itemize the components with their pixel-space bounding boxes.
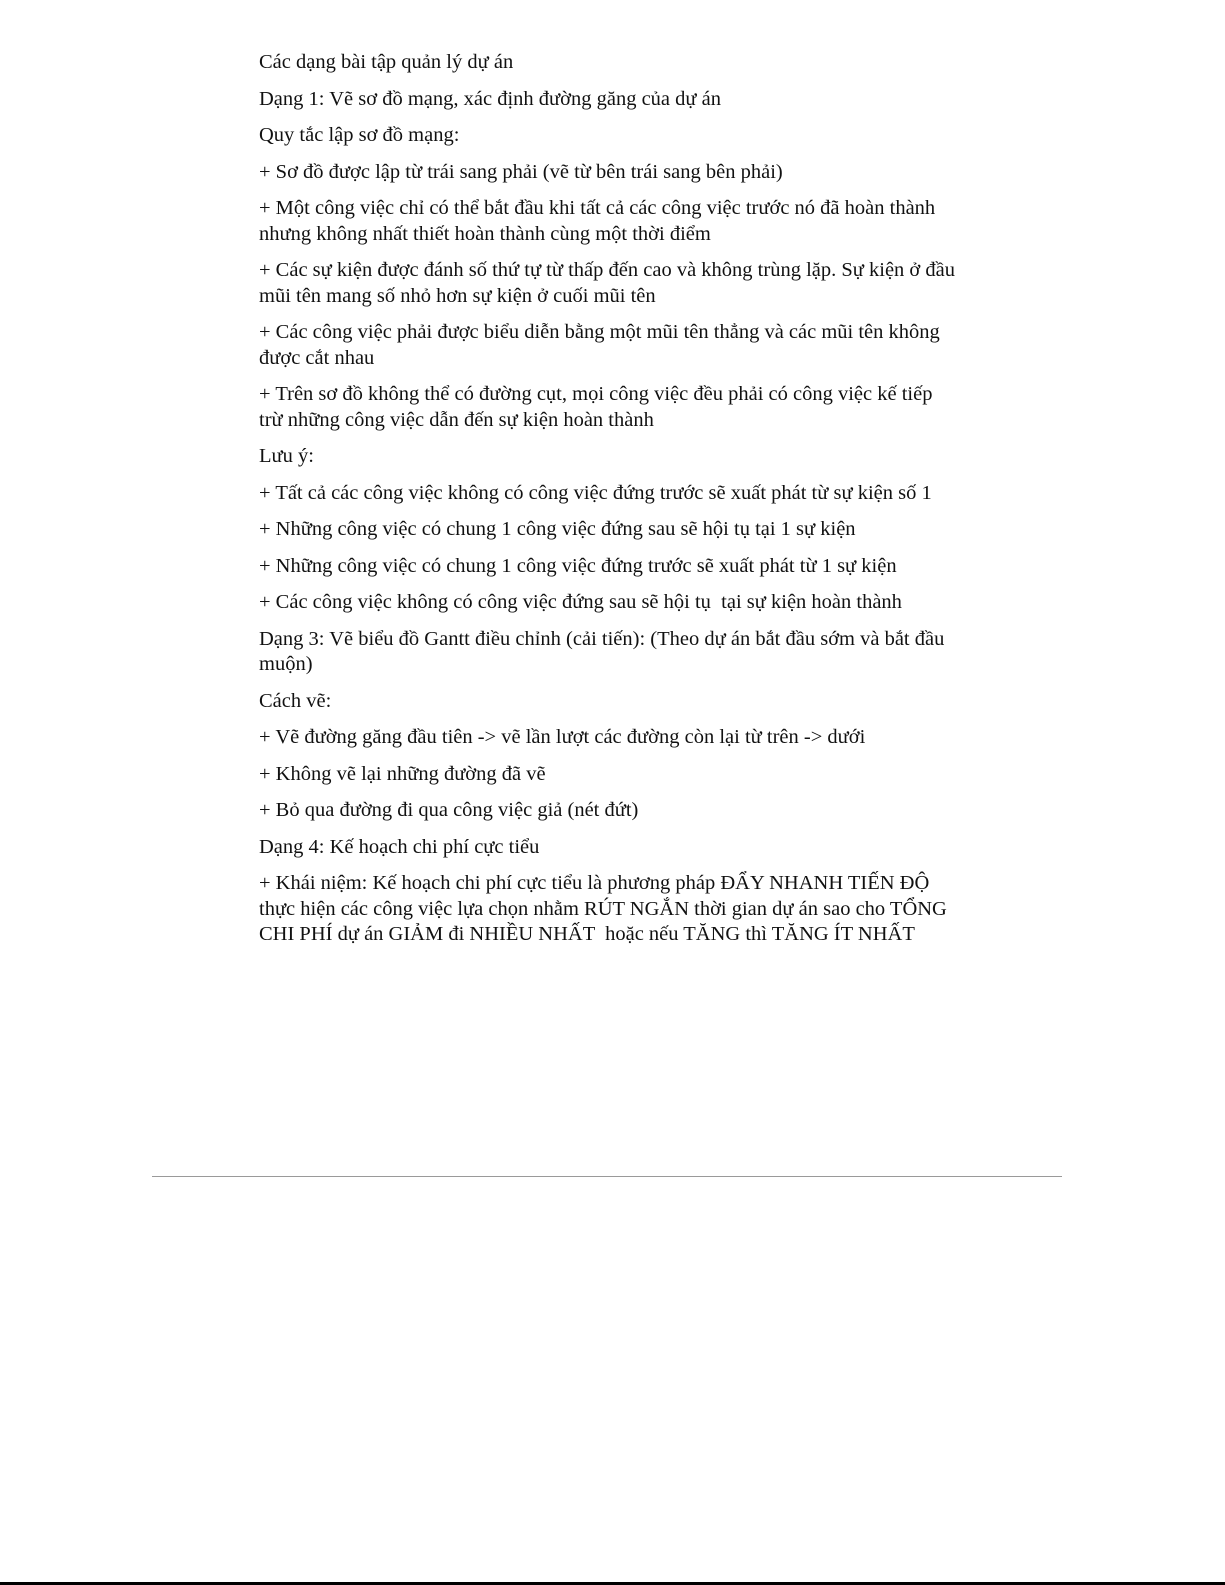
section-heading-dang-1: Dạng 1: Vẽ sơ đồ mạng, xác định đường găng của dự án	[259, 87, 721, 110]
step-item: + Không vẽ lại những đường đã vẽ	[259, 762, 546, 785]
section-heading-dang-3: Dạng 3: Vẽ biểu đồ Gantt điều chỉnh (cải tiến): (Theo dự án bắt đầu sớm và bắt đầu muộn)	[259, 627, 950, 675]
concept-paragraph: + Khái niệm: Kế hoạch chi phí cực tiểu là phương pháp ĐẨY NHANH TIẾN ĐỘ thực hiện các công việc lựa chọn nhằm RÚT NGẮN thời gian dự án sao cho TỔNG CHI PHÍ dự án GIẢM đi NHIỀU NHẤT hoặc nếu TĂNG thì TĂNG ÍT NHẤT	[259, 872, 952, 945]
document-body	[259, 50, 959, 959]
step-item: + Bỏ qua đường đi qua công việc giả (nét đứt)	[259, 799, 639, 821]
rule-item: + Các sự kiện được đánh số thứ tự từ thấp đến cao và không trùng lặp. Sự kiện ở đầu mũi tên mang số nhỏ hơn sự kiện ở cuối mũi tên	[259, 259, 961, 307]
note-item: + Các công việc không có công việc đứng sau sẽ hội tụ tại sự kiện hoàn thành	[259, 591, 902, 613]
section-heading-dang-4: Dạng 4: Kế hoạch chi phí cực tiểu	[259, 835, 540, 858]
subheading-rules: Quy tắc lập sơ đồ mạng:	[259, 124, 460, 146]
rule-item: + Sơ đồ được lập từ trái sang phải (vẽ từ bên trái sang bên phải)	[259, 160, 783, 183]
subheading-how-to-draw: Cách vẽ:	[259, 689, 332, 712]
step-item: + Vẽ đường găng đầu tiên -> vẽ lần lượt các đường còn lại từ trên -> dưới	[259, 726, 866, 748]
note-item: + Những công việc có chung 1 công việc đứng sau sẽ hội tụ tại 1 sự kiện	[259, 518, 856, 540]
subheading-notes: Lưu ý:	[259, 445, 314, 467]
page-divider	[152, 1176, 1062, 1177]
rule-item: + Một công việc chỉ có thể bắt đầu khi tất cả các công việc trước nó đã hoàn thành nhưng không nhất thiết hoàn thành cùng một thời điểm	[259, 197, 941, 245]
note-item: + Những công việc có chung 1 công việc đứng trước sẽ xuất phát từ 1 sự kiện	[259, 554, 897, 577]
rule-item: + Các công việc phải được biểu diễn bằng một mũi tên thẳng và các mũi tên không được cắt nhau	[259, 321, 945, 369]
note-item: + Tất cả các công việc không có công việc đứng trước sẽ xuất phát từ sự kiện số 1	[259, 481, 932, 504]
rule-item: + Trên sơ đồ không thể có đường cụt, mọi công việc đều phải có công việc kế tiếp trừ những công việc dẫn đến sự kiện hoàn thành	[259, 383, 938, 431]
document-title: Các dạng bài tập quản lý dự án	[259, 51, 514, 73]
